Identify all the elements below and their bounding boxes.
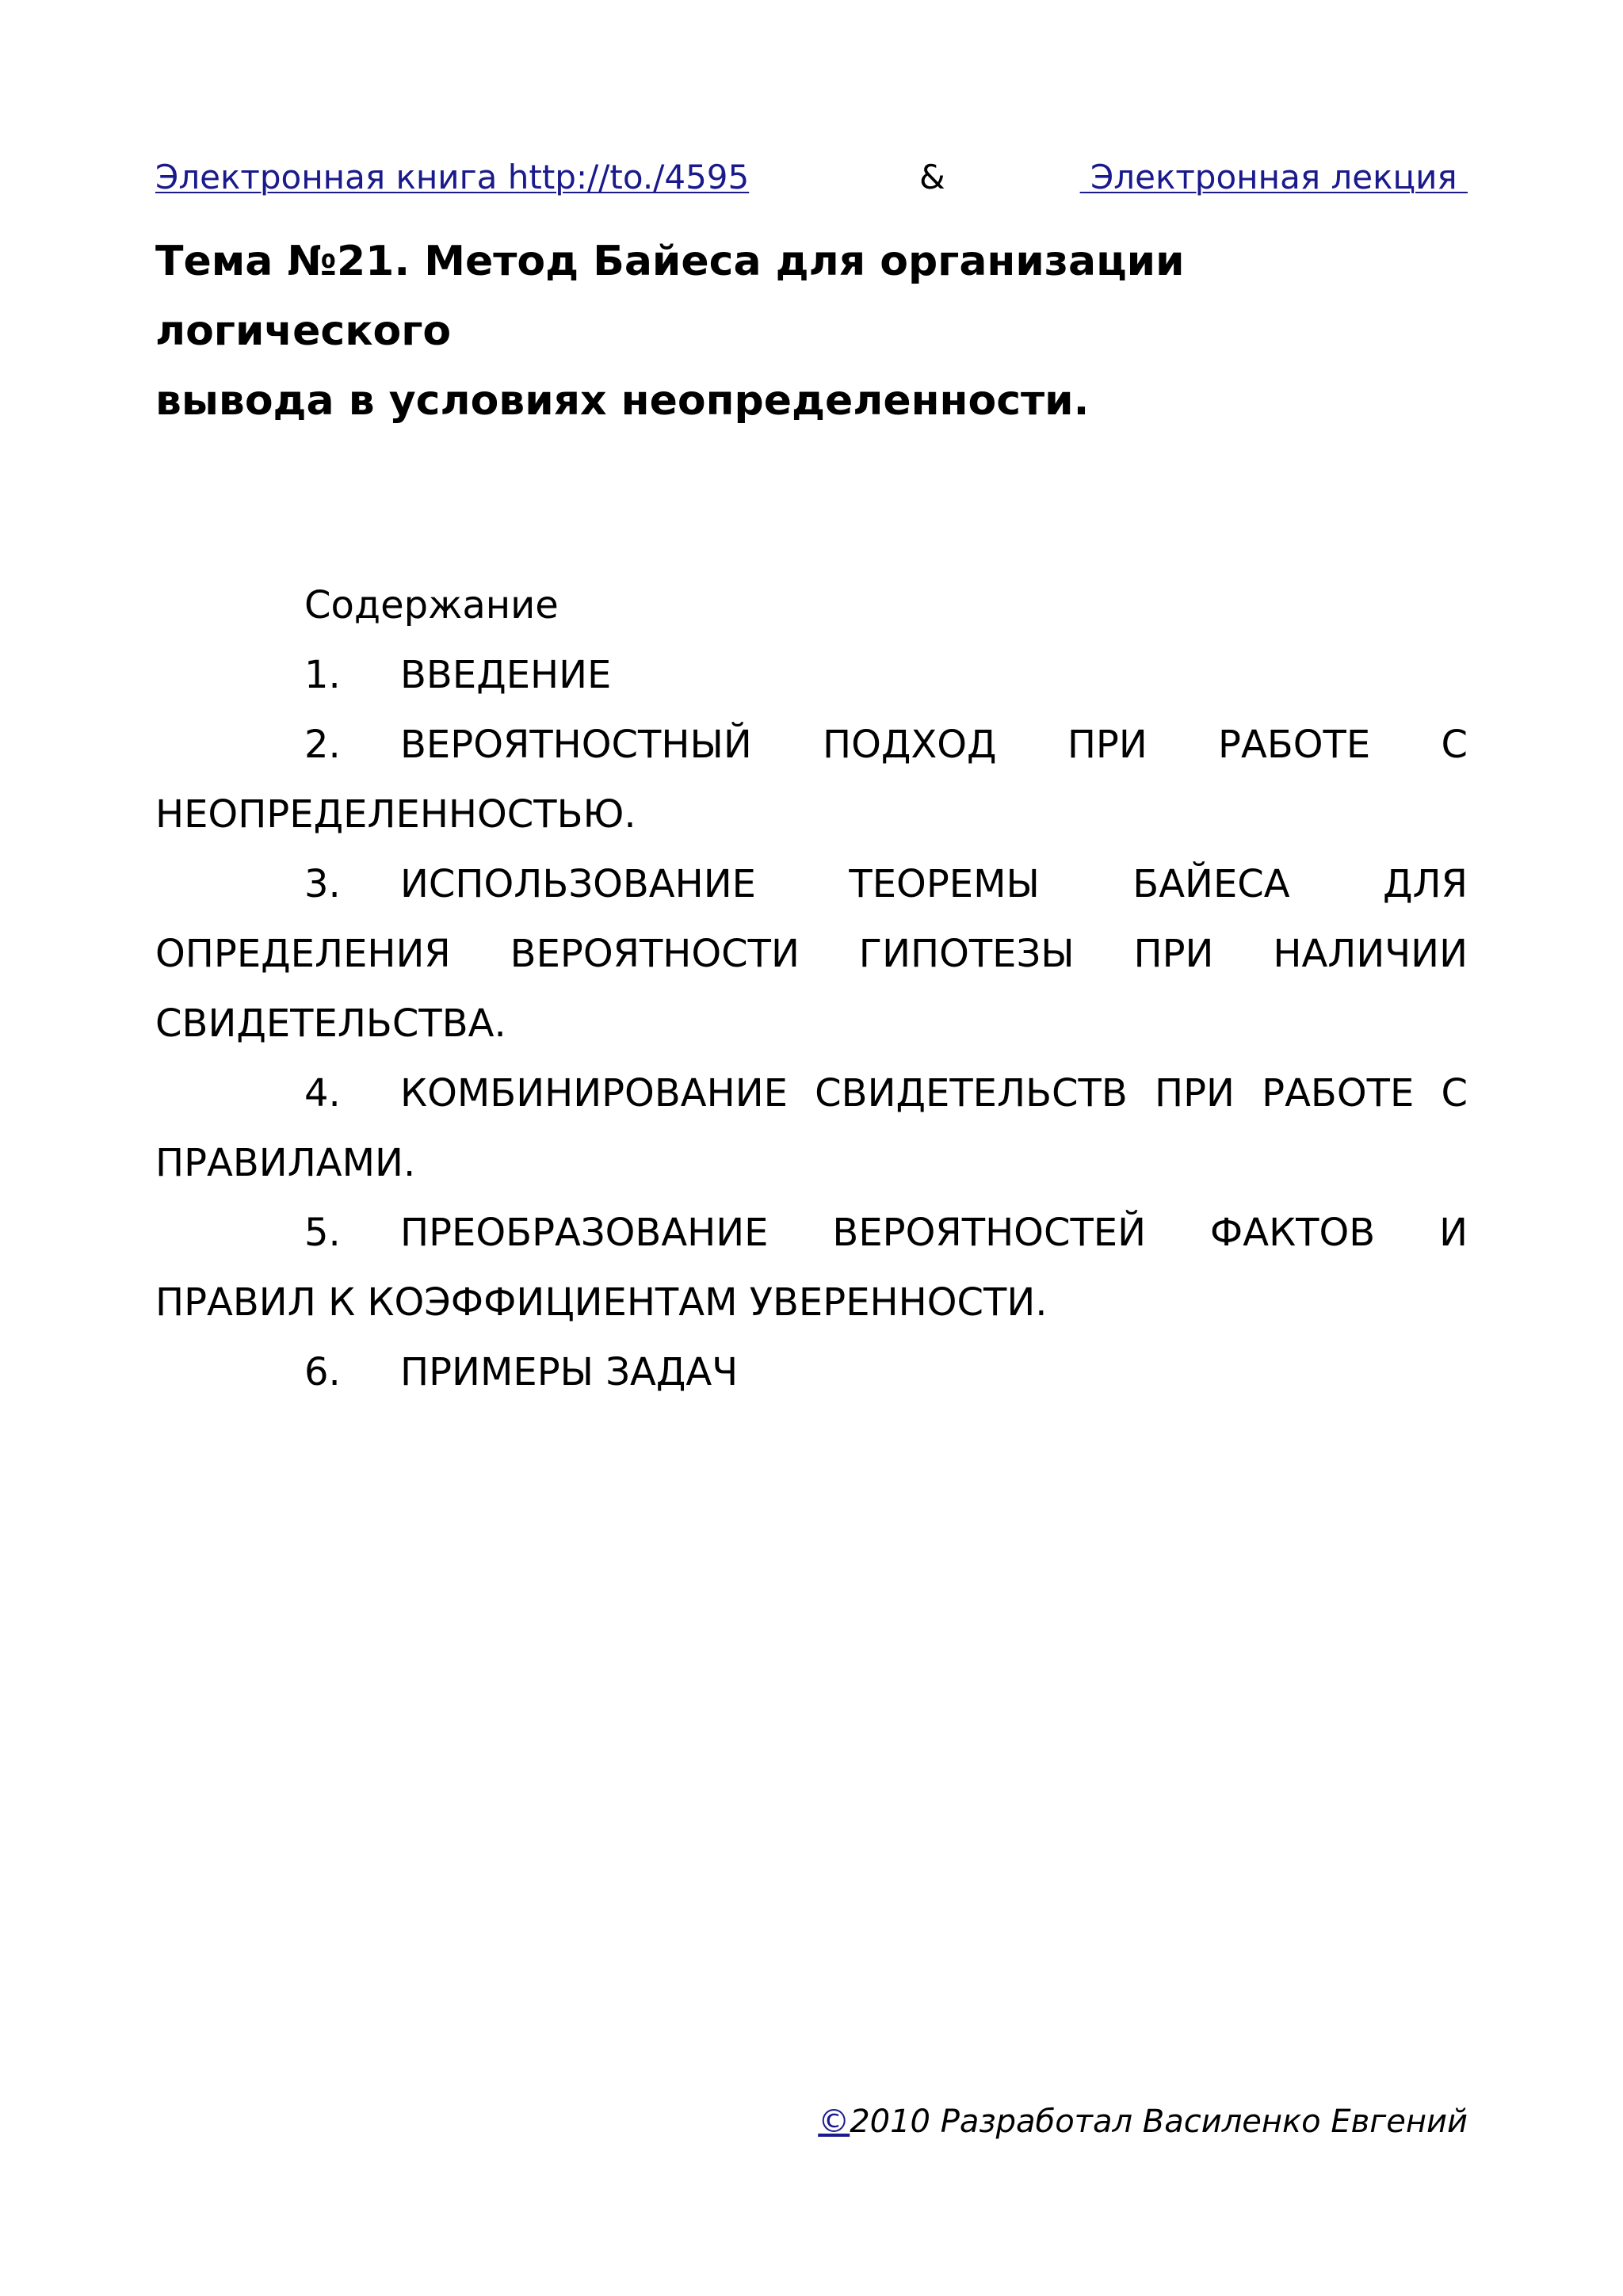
toc-item-number: 1. bbox=[304, 653, 341, 697]
toc-item-number: 4. bbox=[304, 1071, 341, 1116]
toc-item bbox=[155, 640, 1468, 710]
toc-item bbox=[155, 1198, 1468, 1337]
footer-text: 2010 Разработал Василенко Евгений bbox=[850, 2103, 1468, 2140]
toc-item bbox=[155, 1058, 1468, 1198]
header-separator: & bbox=[919, 158, 945, 196]
toc-item-text: ИСПОЛЬЗОВАНИЕ ТЕОРЕМЫ БАЙЕСА ДЛЯ ОПРЕДЕЛЕНИЯ ВЕРОЯТНОСТИ ГИПОТЕЗЫ ПРИ НАЛИЧИИ СВИДЕТЕЛЬСТВА. bbox=[155, 862, 1468, 1046]
table-of-contents bbox=[155, 570, 1468, 1407]
toc-item-number: 6. bbox=[304, 1350, 341, 1394]
toc-item bbox=[155, 710, 1468, 849]
toc-item-number: 3. bbox=[304, 862, 341, 906]
toc-item-text: ПРИМЕРЫ ЗАДАЧ bbox=[400, 1350, 739, 1394]
lecture-link[interactable]: Электронная лекция bbox=[1079, 158, 1468, 196]
toc-item-text: КОМБИНИРОВАНИЕ СВИДЕТЕЛЬСТВ ПРИ РАБОТЕ С ПРАВИЛАМИ. bbox=[155, 1071, 1468, 1185]
toc-item bbox=[155, 849, 1468, 1058]
ebook-link[interactable]: Электронная книга http://to./4595 bbox=[155, 158, 750, 196]
footer-copyright bbox=[818, 2100, 1468, 2144]
title-line-1: Тема №21. Метод Байеса для организации логического bbox=[155, 238, 1185, 355]
toc-item bbox=[155, 1337, 1468, 1407]
toc-item-text: ВЕРОЯТНОСТНЫЙ ПОДХОД ПРИ РАБОТЕ С НЕОПРЕДЕЛЕННОСТЬЮ. bbox=[155, 723, 1468, 837]
toc-item-number: 2. bbox=[304, 723, 341, 767]
page-title bbox=[155, 227, 1471, 436]
toc-item-text: ПРЕОБРАЗОВАНИЕ ВЕРОЯТНОСТЕЙ ФАКТОВ И ПРАВИЛ К КОЭФФИЦИЕНТАМ УВЕРЕННОСТИ. bbox=[155, 1211, 1468, 1325]
toc-item-text: ВВЕДЕНИЕ bbox=[400, 653, 612, 697]
toc-heading: Содержание bbox=[304, 583, 559, 627]
title-line-2: вывода в условиях неопределенности. bbox=[155, 377, 1090, 425]
copyright-link[interactable]: © bbox=[818, 2103, 850, 2140]
header-links bbox=[155, 155, 1468, 203]
toc-item-number: 5. bbox=[304, 1211, 341, 1255]
